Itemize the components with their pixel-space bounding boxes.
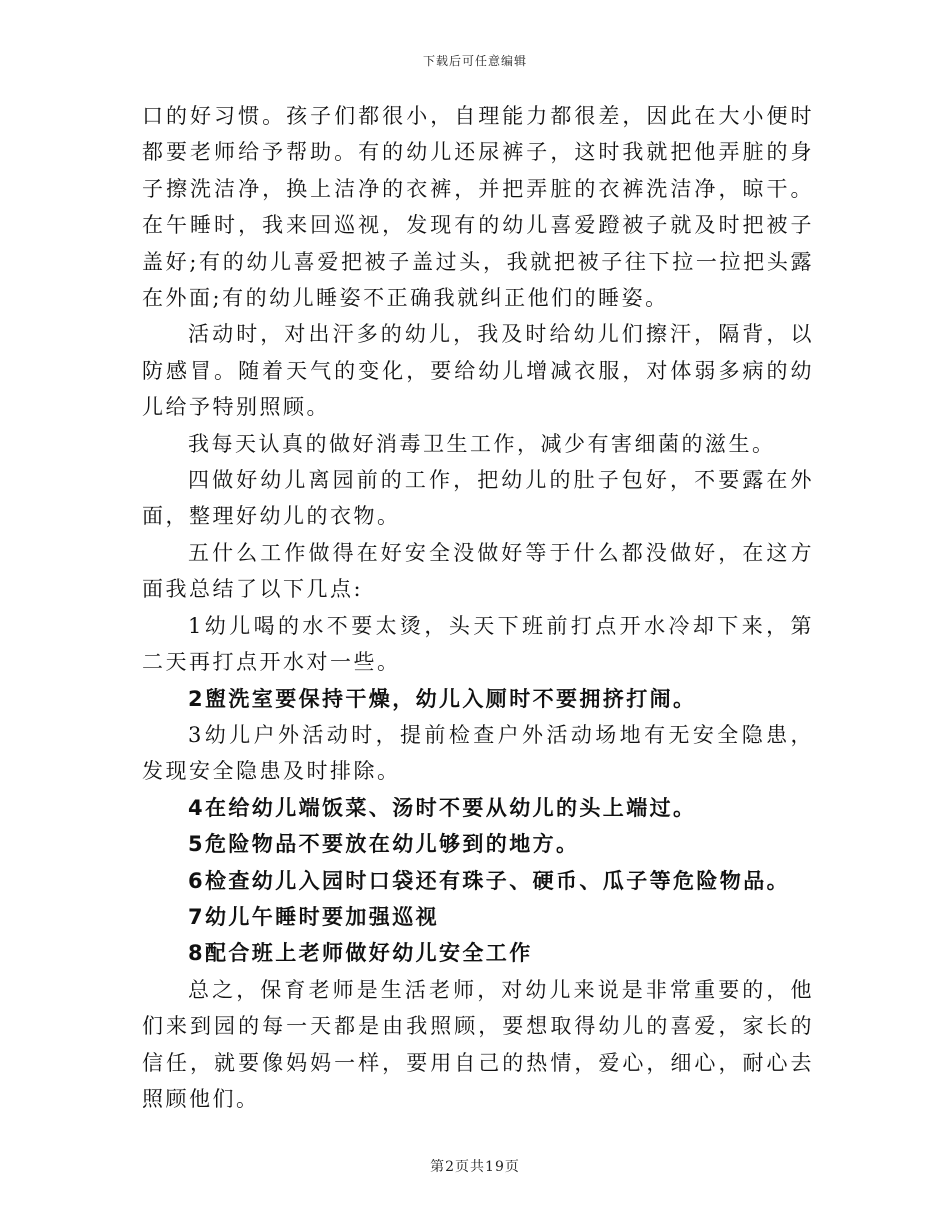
- safety-point-4: 4在给幼儿端饭菜、汤时不要从幼儿的头上端过。: [188, 795, 697, 820]
- safety-point-7: 7幼儿午睡时要加强巡视: [188, 904, 440, 929]
- safety-point-1: 1幼儿喝的水不要太烫，头天下班前打点开水冷却下来，第二天再打点开水对一些。: [142, 613, 814, 675]
- safety-point-5: 5危险物品不要放在幼儿够到的地方。: [188, 832, 580, 857]
- paragraph-section-five: 五什么工作做得在好安全没做好等于什么都没做好，在这方面我总结了以下几点:: [142, 540, 814, 602]
- paragraph-toilet-and-nap-care: 口的好习惯。孩子们都很小，自理能力都很差，因此在大小便时都要老师给予帮助。有的幼儿还尿裤子，这时我就把他弄脏的身子擦洗洁净，换上洁净的衣裤，并把弄脏的衣裤洗洁净，晾干。在午睡时，我来回巡视，发现有的幼儿喜爱蹬被子就及时把被子盖好;有的幼儿喜爱把被子盖过头，我就把被子往下拉一拉把头露在外面;有的幼儿睡姿不正确我就纠正他们的睡姿。: [142, 104, 814, 311]
- page-header: 下载后可任意编辑: [422, 54, 527, 68]
- paragraph-disinfection: 我每天认真的做好消毒卫生工作，减少有害细菌的滋生。: [188, 431, 776, 456]
- safety-point-2: 2盥洗室要保持干燥，幼儿入厕时不要拥挤打闹。: [188, 686, 697, 711]
- page-number: 第2页共19页: [430, 1159, 520, 1175]
- safety-point-6: 6检查幼儿入园时口袋还有珠子、硬币、瓜子等危险物品。: [188, 868, 791, 893]
- safety-point-8: 8配合班上老师做好幼儿安全工作: [188, 941, 533, 966]
- safety-point-3: 3幼儿户外活动时，提前检查户外活动场地有无安全隐患，发现安全隐患及时排除。: [142, 722, 814, 784]
- document-body: [142, 98, 814, 1117]
- paragraph-activity-care: 活动时，对出汗多的幼儿，我及时给幼儿们擦汗，隔背，以防感冒。随着天气的变化，要给幼儿增减衣服，对体弱多病的幼儿给予特别照顾。: [142, 322, 814, 420]
- paragraph-conclusion: 总之，保育老师是生活老师，对幼儿来说是非常重要的，他们来到园的每一天都是由我照顾，要想取得幼儿的喜爱，家长的信任，就要像妈妈一样，要用自己的热情，爱心，细心，耐心去照顾他们。: [142, 977, 814, 1111]
- paragraph-section-four: 四做好幼儿离园前的工作，把幼儿的肚子包好，不要露在外面，整理好幼儿的衣物。: [142, 468, 814, 529]
